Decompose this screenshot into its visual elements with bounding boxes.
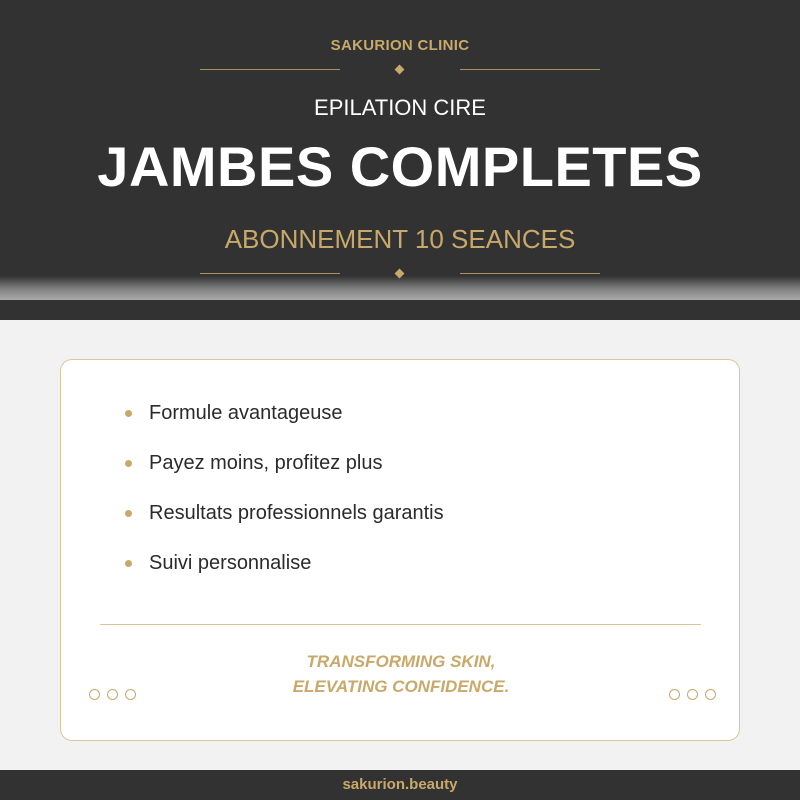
ornament-line-right-top bbox=[460, 69, 600, 70]
feature-text: Formule avantageuse bbox=[149, 401, 343, 424]
feature-item bbox=[125, 401, 342, 425]
circle-icon bbox=[107, 689, 118, 700]
feature-text: Payez moins, profitez plus bbox=[149, 451, 383, 474]
circle-icon bbox=[89, 689, 100, 700]
bullet-icon bbox=[125, 410, 132, 417]
bullet-icon bbox=[125, 460, 132, 467]
circle-icon bbox=[125, 689, 136, 700]
ornament-line-left-top bbox=[200, 69, 340, 70]
bullet-icon bbox=[125, 560, 132, 567]
benefits-card bbox=[60, 359, 740, 741]
feature-text: Resultats professionnels garantis bbox=[149, 501, 444, 524]
feature-item bbox=[125, 551, 311, 575]
bullet-icon bbox=[125, 510, 132, 517]
ornament-line-right-bottom bbox=[460, 273, 600, 274]
feature-item bbox=[125, 451, 382, 475]
service-title: JAMBES COMPLETES bbox=[97, 135, 703, 198]
service-subtitle: EPILATION CIRE bbox=[314, 95, 486, 120]
header-bottom-band bbox=[0, 300, 800, 320]
ornament-line-left-bottom bbox=[200, 273, 340, 274]
circle-icon bbox=[687, 689, 698, 700]
brand-name: SAKURION CLINIC bbox=[330, 37, 470, 54]
motto-line-2: ELEVATING CONFIDENCE. bbox=[292, 677, 510, 696]
circle-icon bbox=[669, 689, 680, 700]
circle-icon bbox=[705, 689, 716, 700]
motto-line-1: TRANSFORMING SKIN, bbox=[306, 652, 496, 671]
feature-item bbox=[125, 501, 444, 525]
package-tagline: ABONNEMENT 10 SEANCES bbox=[224, 224, 576, 254]
decorative-dots-left bbox=[89, 689, 136, 700]
card-divider bbox=[100, 624, 701, 625]
header-gradient bbox=[0, 276, 800, 300]
motto bbox=[61, 649, 741, 699]
footer-website: sakurion.beauty bbox=[0, 770, 800, 800]
decorative-dots-right bbox=[669, 689, 716, 700]
feature-text: Suivi personnalise bbox=[149, 551, 312, 574]
